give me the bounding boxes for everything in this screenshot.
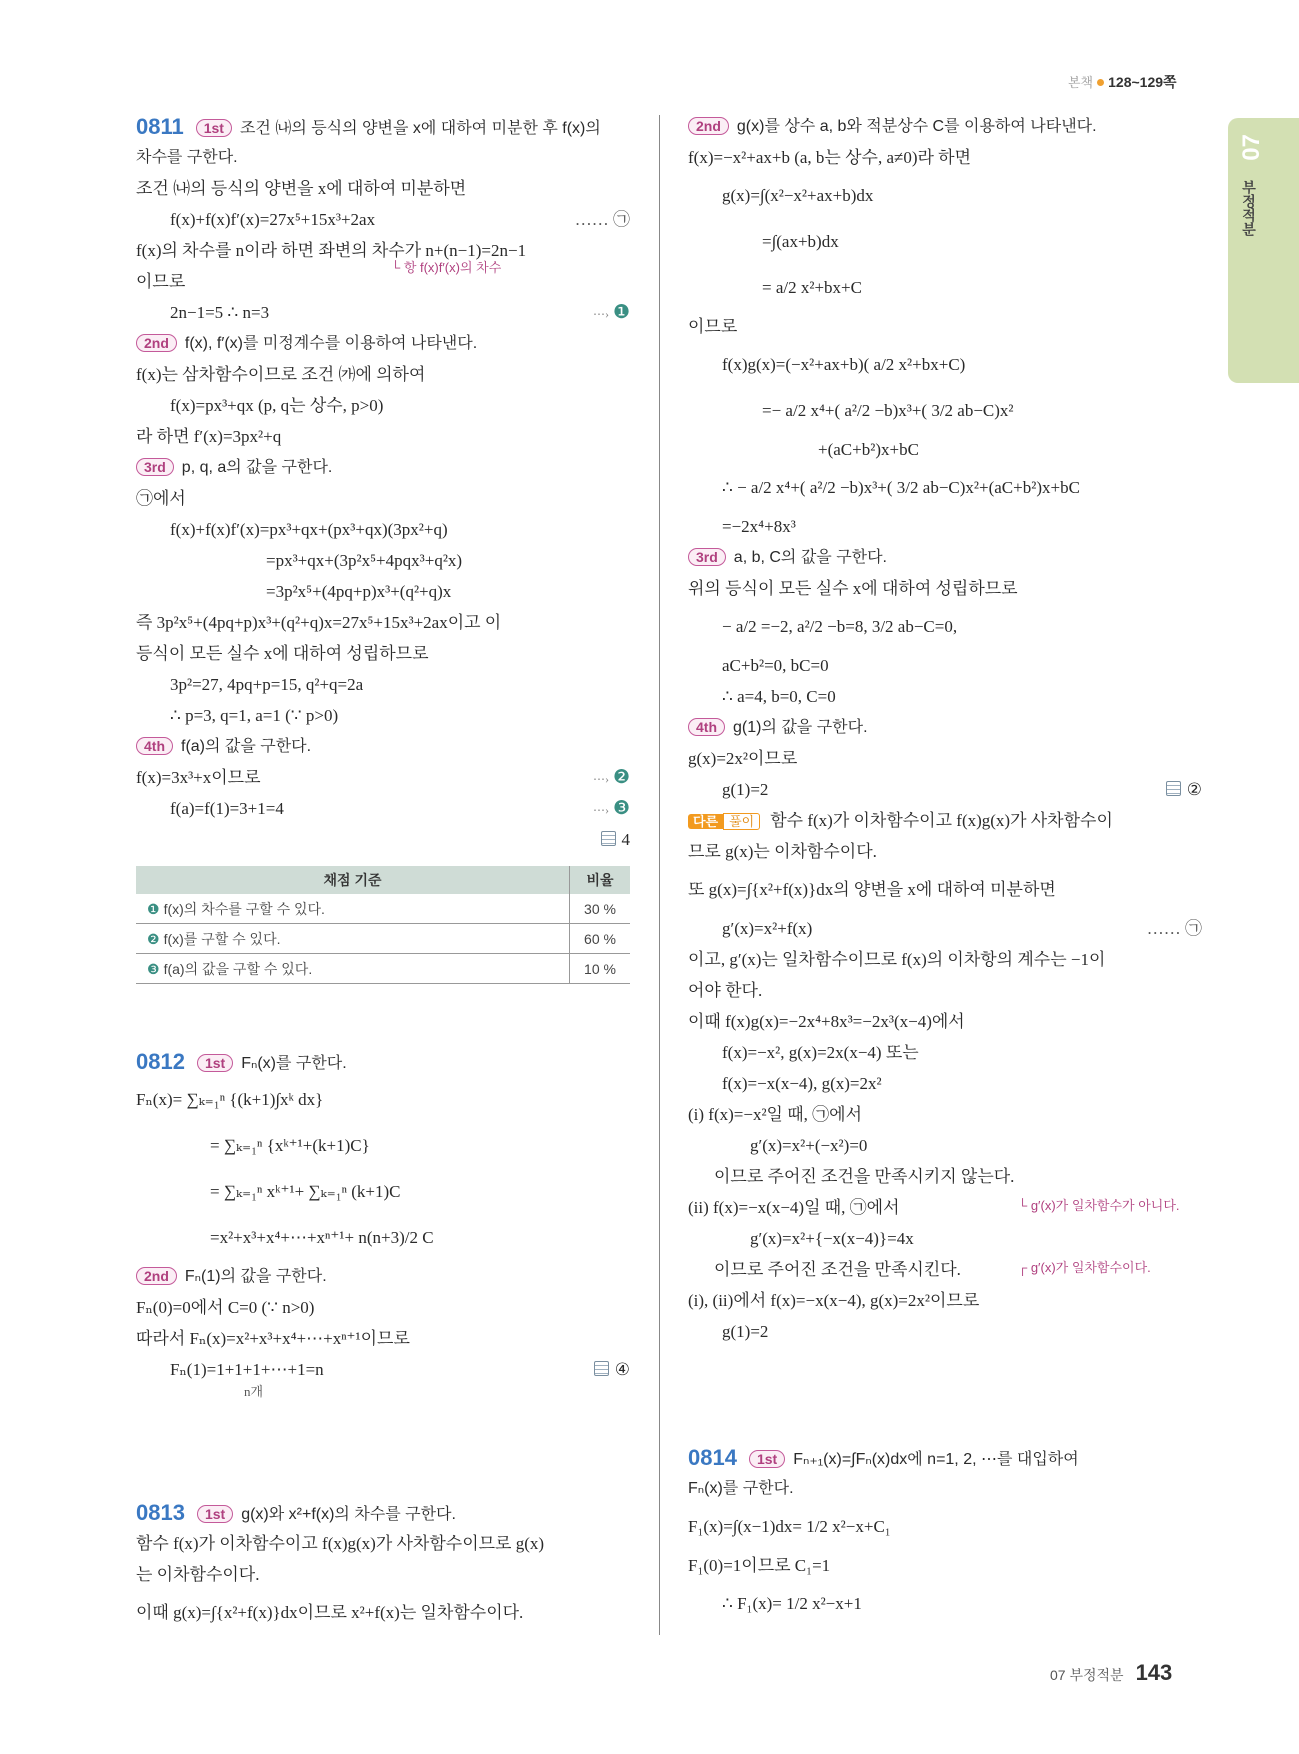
- footer-chapter: 07 부정적분: [1050, 1667, 1124, 1683]
- badge-label: 다른: [688, 814, 723, 829]
- line-text: 또 g(x)=∫{x²+f(x)}dx의 양변을 x에 대하여 미분하면: [688, 880, 1056, 899]
- line-text: ∴ a=4, b=0, C=0: [722, 687, 836, 706]
- text-line: [136, 359, 630, 390]
- line-text: f(a)=f(1)=3+1=4: [170, 799, 284, 818]
- line-text: − a/2 =−2, a²/2 −b=8, 3/2 ab−C=0,: [722, 617, 958, 636]
- step-heading: [688, 542, 1202, 573]
- column-divider: [659, 115, 660, 1635]
- line-text: ㉠에서: [136, 489, 186, 508]
- arrow-icon: ⋯›: [592, 803, 609, 817]
- bullet-dot-icon: [1097, 79, 1104, 86]
- criteria-text: f(x)를 구할 수 있다.: [163, 930, 281, 947]
- answer-icon: [594, 1361, 609, 1376]
- text-line: [136, 1292, 630, 1323]
- marker-number: ❷: [612, 767, 630, 788]
- line-text: f(a)의 값을 구한다.: [181, 738, 312, 755]
- line-text: 이므로 주어진 조건을 만족시키지 않는다.: [714, 1167, 1015, 1186]
- scoring-ratio: 30 %: [570, 894, 631, 924]
- line-text: =∫(ax+b)dx: [762, 232, 839, 251]
- line-text: F₁(0)=1이므로 C₁=1: [688, 1556, 831, 1575]
- line-text: 라 하면 f′(x)=3px²+q: [136, 427, 282, 446]
- answer-value: ②: [1186, 780, 1202, 799]
- problem-heading: [136, 1046, 630, 1077]
- page-range: 128~129쪽: [1108, 74, 1177, 90]
- line-text: Fₙ(0)=0에서 C=0 (∵ n>0): [136, 1298, 315, 1317]
- solution-0813-continued: [688, 111, 1202, 1347]
- line-text: f(x)=−x²+ax+b (a, b는 상수, a≠0)라 하면: [688, 148, 972, 167]
- text-line: [136, 793, 630, 824]
- line-text: 2n−1=5 ∴ n=3: [170, 303, 270, 322]
- text-line: [688, 1581, 1202, 1627]
- text-line: [136, 260, 630, 297]
- text-line: [136, 235, 630, 266]
- text-line: [688, 511, 1202, 542]
- line-text: 이고, g′(x)는 일차함수이므로 f(x)의 이차항의 계수는 −1이: [688, 950, 1106, 969]
- line-text: 므로 g(x)는 이차함수이다.: [688, 842, 877, 861]
- annotation-note: └ 항 f(x)f′(x)의 차수: [391, 260, 502, 275]
- line-text: =−2x⁴+8x³: [722, 517, 796, 536]
- line-text: ∴ F₁(x)= 1/2 x²−x+1: [722, 1594, 862, 1613]
- line-text: 이므로 주어진 조건을 만족시킨다.: [714, 1260, 961, 1279]
- step-tag: 1st: [196, 119, 232, 137]
- text-line: [688, 867, 1202, 913]
- text-line: [136, 390, 630, 421]
- line-text: =− a/2 x⁴+( a²/2 −b)x³+( 3/2 ab−C)x²: [762, 401, 1014, 420]
- answer: [601, 824, 631, 855]
- underbrace-label: n개: [244, 1384, 264, 1399]
- text-line: [688, 265, 1202, 311]
- line-text: f(x)는 삼차함수이므로 조건 ㈎에 의하여: [136, 365, 426, 384]
- step-heading: [136, 328, 630, 359]
- text-line: [688, 1192, 1202, 1223]
- problem-number: 0814: [688, 1445, 737, 1470]
- text-line: [136, 204, 630, 235]
- equation-label: …… ㉠: [1146, 919, 1202, 938]
- text-line: [688, 805, 1202, 836]
- annotation-note: ┌ g′(x)가 일차함수이다.: [1018, 1260, 1151, 1275]
- arrow-icon: ⋯›: [592, 772, 609, 786]
- line-text: g(x)=∫(x²−x²+ax+b)dx: [722, 186, 874, 205]
- line-text: 함수 f(x)가 이차함수이고 f(x)g(x)가 사차함수이므로 g(x): [136, 1534, 545, 1553]
- text-line: [136, 483, 630, 514]
- line-text: g(1)=2: [722, 1322, 769, 1341]
- text-line: [136, 545, 630, 576]
- text-line: [136, 607, 630, 638]
- text-line: [688, 1316, 1202, 1347]
- page-footer: [1050, 1660, 1172, 1686]
- text-line: [688, 1504, 1202, 1550]
- text-line: [688, 944, 1202, 975]
- text-line: [136, 1077, 630, 1123]
- chapter-tab[interactable]: [1228, 118, 1299, 383]
- line-text: p, q, a의 값을 구한다.: [181, 459, 333, 476]
- line-text: F₁(x)=∫(x−1)dx= 1/2 x²−x+C₁: [688, 1517, 891, 1536]
- line-text: =3p²x⁵+(4pq+p)x³+(q²+q)x: [266, 582, 452, 601]
- text-line: [136, 824, 630, 855]
- book-label: 본책: [1068, 75, 1094, 90]
- line-text: 위의 등식이 모든 실수 x에 대하여 성립하므로: [688, 579, 1018, 598]
- text-line: [136, 638, 630, 669]
- scoring-criteria: [136, 954, 570, 984]
- step-tag: 1st: [749, 1450, 785, 1468]
- criteria-text: f(x)의 차수를 구할 수 있다.: [163, 900, 325, 917]
- line-text: f(x)+f(x)f′(x)=27x⁵+15x³+2ax: [170, 210, 376, 229]
- text-line: [688, 388, 1202, 434]
- line-text: f(x)+f(x)f′(x)=px³+qx+(px³+qx)(3px²+q): [170, 520, 448, 539]
- text-line: [688, 465, 1202, 511]
- line-text: aC+b²=0, bC=0: [722, 656, 829, 675]
- solution-0813: [136, 1497, 630, 1636]
- line-text: g(x)=2x²이므로: [688, 749, 798, 768]
- line-text: Fₙ(1)의 값을 구한다.: [184, 1268, 327, 1285]
- text-line: [136, 762, 630, 793]
- line-text: 이므로: [136, 272, 186, 291]
- line-text: g′(x)=x²+f(x): [722, 919, 813, 938]
- text-line: [688, 1037, 1202, 1068]
- text-line: [136, 1215, 630, 1261]
- criteria-number: ❷: [147, 930, 160, 947]
- step-heading: [688, 712, 1202, 743]
- step-tag: 2nd: [136, 1267, 177, 1285]
- problem-number: 0813: [136, 1500, 185, 1525]
- text-line: [688, 1473, 1202, 1504]
- line-text: ∴ − a/2 x⁴+( a²/2 −b)x³+( 3/2 ab−C)x²+(aC+b²)x+bC: [722, 478, 1080, 497]
- line-text: 조건 ㈏의 등식의 양변을 x에 대하여 미분하면: [136, 179, 467, 198]
- answer: [1166, 774, 1202, 805]
- step-heading: [136, 731, 630, 762]
- line-text: g(x)와 x²+f(x)의 차수를 구한다.: [241, 1506, 456, 1523]
- scoring-header-criteria: 채점 기준: [136, 866, 570, 894]
- text-line: [688, 1068, 1202, 1099]
- line-text: f(x)=3x³+x이므로: [136, 768, 261, 787]
- text-line: [688, 650, 1202, 681]
- text-line: [136, 421, 630, 452]
- text-line: [688, 1006, 1202, 1037]
- scoring-step-marker: [593, 762, 630, 795]
- line-text: Fₙ₊₁(x)=∫Fₙ(x)dx에 n=1, 2, ⋯를 대입하여: [793, 1451, 1079, 1468]
- scoring-criteria: [136, 924, 570, 954]
- scoring-header-ratio: 비율: [570, 866, 631, 894]
- text-line: [136, 669, 630, 700]
- text-line: [688, 1130, 1202, 1161]
- text-line: [688, 1254, 1202, 1285]
- marker-number: ❸: [612, 798, 630, 819]
- scoring-ratio: 60 %: [570, 924, 631, 954]
- line-text: 이때 f(x)g(x)=−2x⁴+8x³=−2x³(x−4)에서: [688, 1012, 965, 1031]
- text-line: [136, 1528, 630, 1559]
- problem-number: 0811: [136, 114, 184, 139]
- answer-value: 4: [621, 830, 630, 849]
- alt-solution-badge: [688, 813, 760, 831]
- problem-heading: [688, 1442, 1202, 1473]
- text-line: [136, 1123, 630, 1169]
- line-text: = ∑ₖ₌₁ⁿ xᵏ⁺¹+ ∑ₖ₌₁ⁿ (k+1)C: [210, 1182, 401, 1201]
- problem-number: 0812: [136, 1049, 185, 1074]
- step-tag: 3rd: [688, 548, 726, 566]
- criteria-number: ❶: [147, 900, 160, 917]
- line-text: =px³+qx+(3p²x⁵+4pqx³+q²x): [266, 551, 463, 570]
- chapter-title: 부정적분: [1241, 180, 1257, 236]
- line-text: Fₙ(x)= ∑ₖ₌₁ⁿ {(k+1)∫xᵏ dx}: [136, 1090, 324, 1109]
- line-text: 이므로: [688, 317, 738, 336]
- problem-heading: [136, 1497, 630, 1528]
- annotation-note: └ g′(x)가 일차함수가 아니다.: [1018, 1198, 1180, 1213]
- problem-heading: [136, 111, 630, 142]
- text-line: [136, 1559, 630, 1590]
- line-text: +(aC+b²)x+bC: [818, 440, 919, 459]
- step-tag: 1st: [197, 1054, 233, 1072]
- scoring-row: [136, 924, 630, 954]
- text-line: [136, 1590, 630, 1636]
- line-text: 이때 g(x)=∫{x²+f(x)}dx이므로 x²+f(x)는 일차함수이다.: [136, 1603, 524, 1622]
- text-line: [136, 1169, 630, 1215]
- solution-0811: [136, 111, 630, 855]
- line-text: Fₙ(x)를 구한다.: [241, 1055, 347, 1072]
- text-line: [136, 142, 630, 173]
- page-number: 143: [1135, 1660, 1173, 1685]
- line-text: 등식이 모든 실수 x에 대하여 성립하므로: [136, 644, 429, 663]
- text-line: [688, 1223, 1202, 1254]
- text-line: [136, 514, 630, 545]
- text-line: [688, 1285, 1202, 1316]
- text-line: [688, 1099, 1202, 1130]
- line-text: 조건 ㈏의 등식의 양변을 x에 대하여 미분한 후 f(x)의: [239, 120, 601, 137]
- line-text: g′(x)=x²+{−x(x−4)}=4x: [750, 1229, 914, 1248]
- scoring-row: [136, 954, 630, 984]
- text-line: [688, 1161, 1202, 1192]
- line-text: f(x)=−x(x−4), g(x)=2x²: [722, 1074, 882, 1093]
- answer-icon: [1166, 781, 1181, 796]
- text-line: [688, 173, 1202, 219]
- criteria-number: ❸: [147, 960, 160, 977]
- scoring-step-marker: [593, 297, 630, 330]
- line-text: 는 이차함수이다.: [136, 1565, 260, 1584]
- text-line: [688, 219, 1202, 265]
- line-text: f(x)=−x², g(x)=2x(x−4) 또는: [722, 1043, 919, 1062]
- marker-number: ❶: [612, 302, 630, 323]
- line-text: 따라서 Fₙ(x)=x²+x³+x⁴+⋯+xⁿ⁺¹이므로: [136, 1329, 410, 1348]
- text-line: [688, 434, 1202, 465]
- scoring-ratio: 10 %: [570, 954, 631, 984]
- arrow-icon: ⋯›: [592, 307, 609, 321]
- text-line: [136, 297, 630, 328]
- line-text: g(x)를 상수 a, b와 적분상수 C를 이용하여 나타낸다.: [736, 118, 1097, 135]
- answer: [594, 1354, 630, 1385]
- text-line: [136, 576, 630, 607]
- text-line: [688, 975, 1202, 1006]
- scoring-table: [136, 866, 630, 984]
- line-text: 함수 f(x)가 이차함수이고 f(x)g(x)가 사차함수이: [770, 811, 1113, 830]
- line-text: 즉 3p²x⁵+(4pq+p)x³+(q²+q)x=27x⁵+15x³+2ax이고 이: [136, 613, 502, 632]
- line-text: 3p²=27, 4pq+p=15, q²+q=2a: [170, 675, 364, 694]
- text-line: [688, 311, 1202, 342]
- line-text: Fₙ(1)=1+1+1+⋯+1=n: [170, 1360, 324, 1379]
- answer-value: ④: [614, 1360, 630, 1379]
- text-line: [688, 604, 1202, 650]
- line-text: g′(x)=x²+(−x²)=0: [750, 1136, 868, 1155]
- text-line: [136, 1354, 630, 1399]
- step-tag: 1st: [197, 1505, 233, 1523]
- scoring-row: [136, 894, 630, 924]
- step-tag: 4th: [136, 737, 173, 755]
- line-text: (i), (ii)에서 f(x)=−x(x−4), g(x)=2x²이므로: [688, 1291, 980, 1310]
- step-tag: 4th: [688, 718, 725, 736]
- equation-label: …… ㉠: [574, 210, 630, 229]
- line-text: =x²+x³+x⁴+⋯+xⁿ⁺¹+ n(n+3)/2 C: [210, 1228, 434, 1247]
- line-text: 차수를 구한다.: [136, 149, 238, 166]
- line-text: = ∑ₖ₌₁ⁿ {xᵏ⁺¹+(k+1)C}: [210, 1136, 370, 1155]
- line-text: f(x), f′(x)를 미정계수를 이용하여 나타낸다.: [184, 335, 478, 352]
- text-line: [688, 913, 1202, 944]
- text-line: [688, 342, 1202, 388]
- text-line: [136, 1323, 630, 1354]
- line-text: g(1)=2: [722, 780, 769, 799]
- line-text: a, b, C의 값을 구한다.: [733, 549, 888, 566]
- answer-icon: [601, 831, 616, 846]
- text-line: [688, 573, 1202, 604]
- line-text: g(1)의 값을 구한다.: [733, 719, 868, 736]
- step-heading: [136, 452, 630, 483]
- step-tag: 2nd: [688, 117, 729, 135]
- criteria-text: f(a)의 값을 구할 수 있다.: [163, 960, 313, 977]
- line-text: ∴ p=3, q=1, a=1 (∵ p>0): [170, 706, 339, 725]
- line-text: 어야 한다.: [688, 981, 763, 1000]
- scoring-step-marker: [593, 793, 630, 826]
- line-text: Fₙ(x)를 구한다.: [688, 1480, 794, 1497]
- step-heading: [688, 111, 1202, 142]
- solution-0812: [136, 1046, 630, 1399]
- line-text: (i) f(x)=−x²일 때, ㉠에서: [688, 1105, 862, 1124]
- text-line: [688, 142, 1202, 173]
- line-text: f(x)=px³+qx (p, q는 상수, p>0): [170, 396, 384, 415]
- text-line: [688, 774, 1202, 805]
- scoring-criteria: [136, 894, 570, 924]
- page-reference: [1068, 72, 1177, 92]
- line-text: = a/2 x²+bx+C: [762, 278, 862, 297]
- solution-0814: [688, 1442, 1202, 1627]
- step-tag: 2nd: [136, 334, 177, 352]
- line-text: (ii) f(x)=−x(x−4)일 때, ㉠에서: [688, 1198, 900, 1217]
- text-line: [688, 836, 1202, 867]
- line-text: f(x)의 차수를 n이라 하면 좌변의 차수가 n+(n−1)=2n−1: [136, 241, 527, 260]
- text-line: [688, 1550, 1202, 1581]
- text-line: [688, 681, 1202, 712]
- chapter-number: 07: [1238, 134, 1265, 161]
- text-line: [136, 700, 630, 731]
- text-line: [688, 743, 1202, 774]
- line-text: f(x)g(x)=(−x²+ax+b)( a/2 x²+bx+C): [722, 355, 966, 374]
- text-line: [136, 173, 630, 204]
- badge-label: 풀이: [723, 813, 760, 830]
- step-tag: 3rd: [136, 458, 174, 476]
- step-heading: [136, 1261, 630, 1292]
